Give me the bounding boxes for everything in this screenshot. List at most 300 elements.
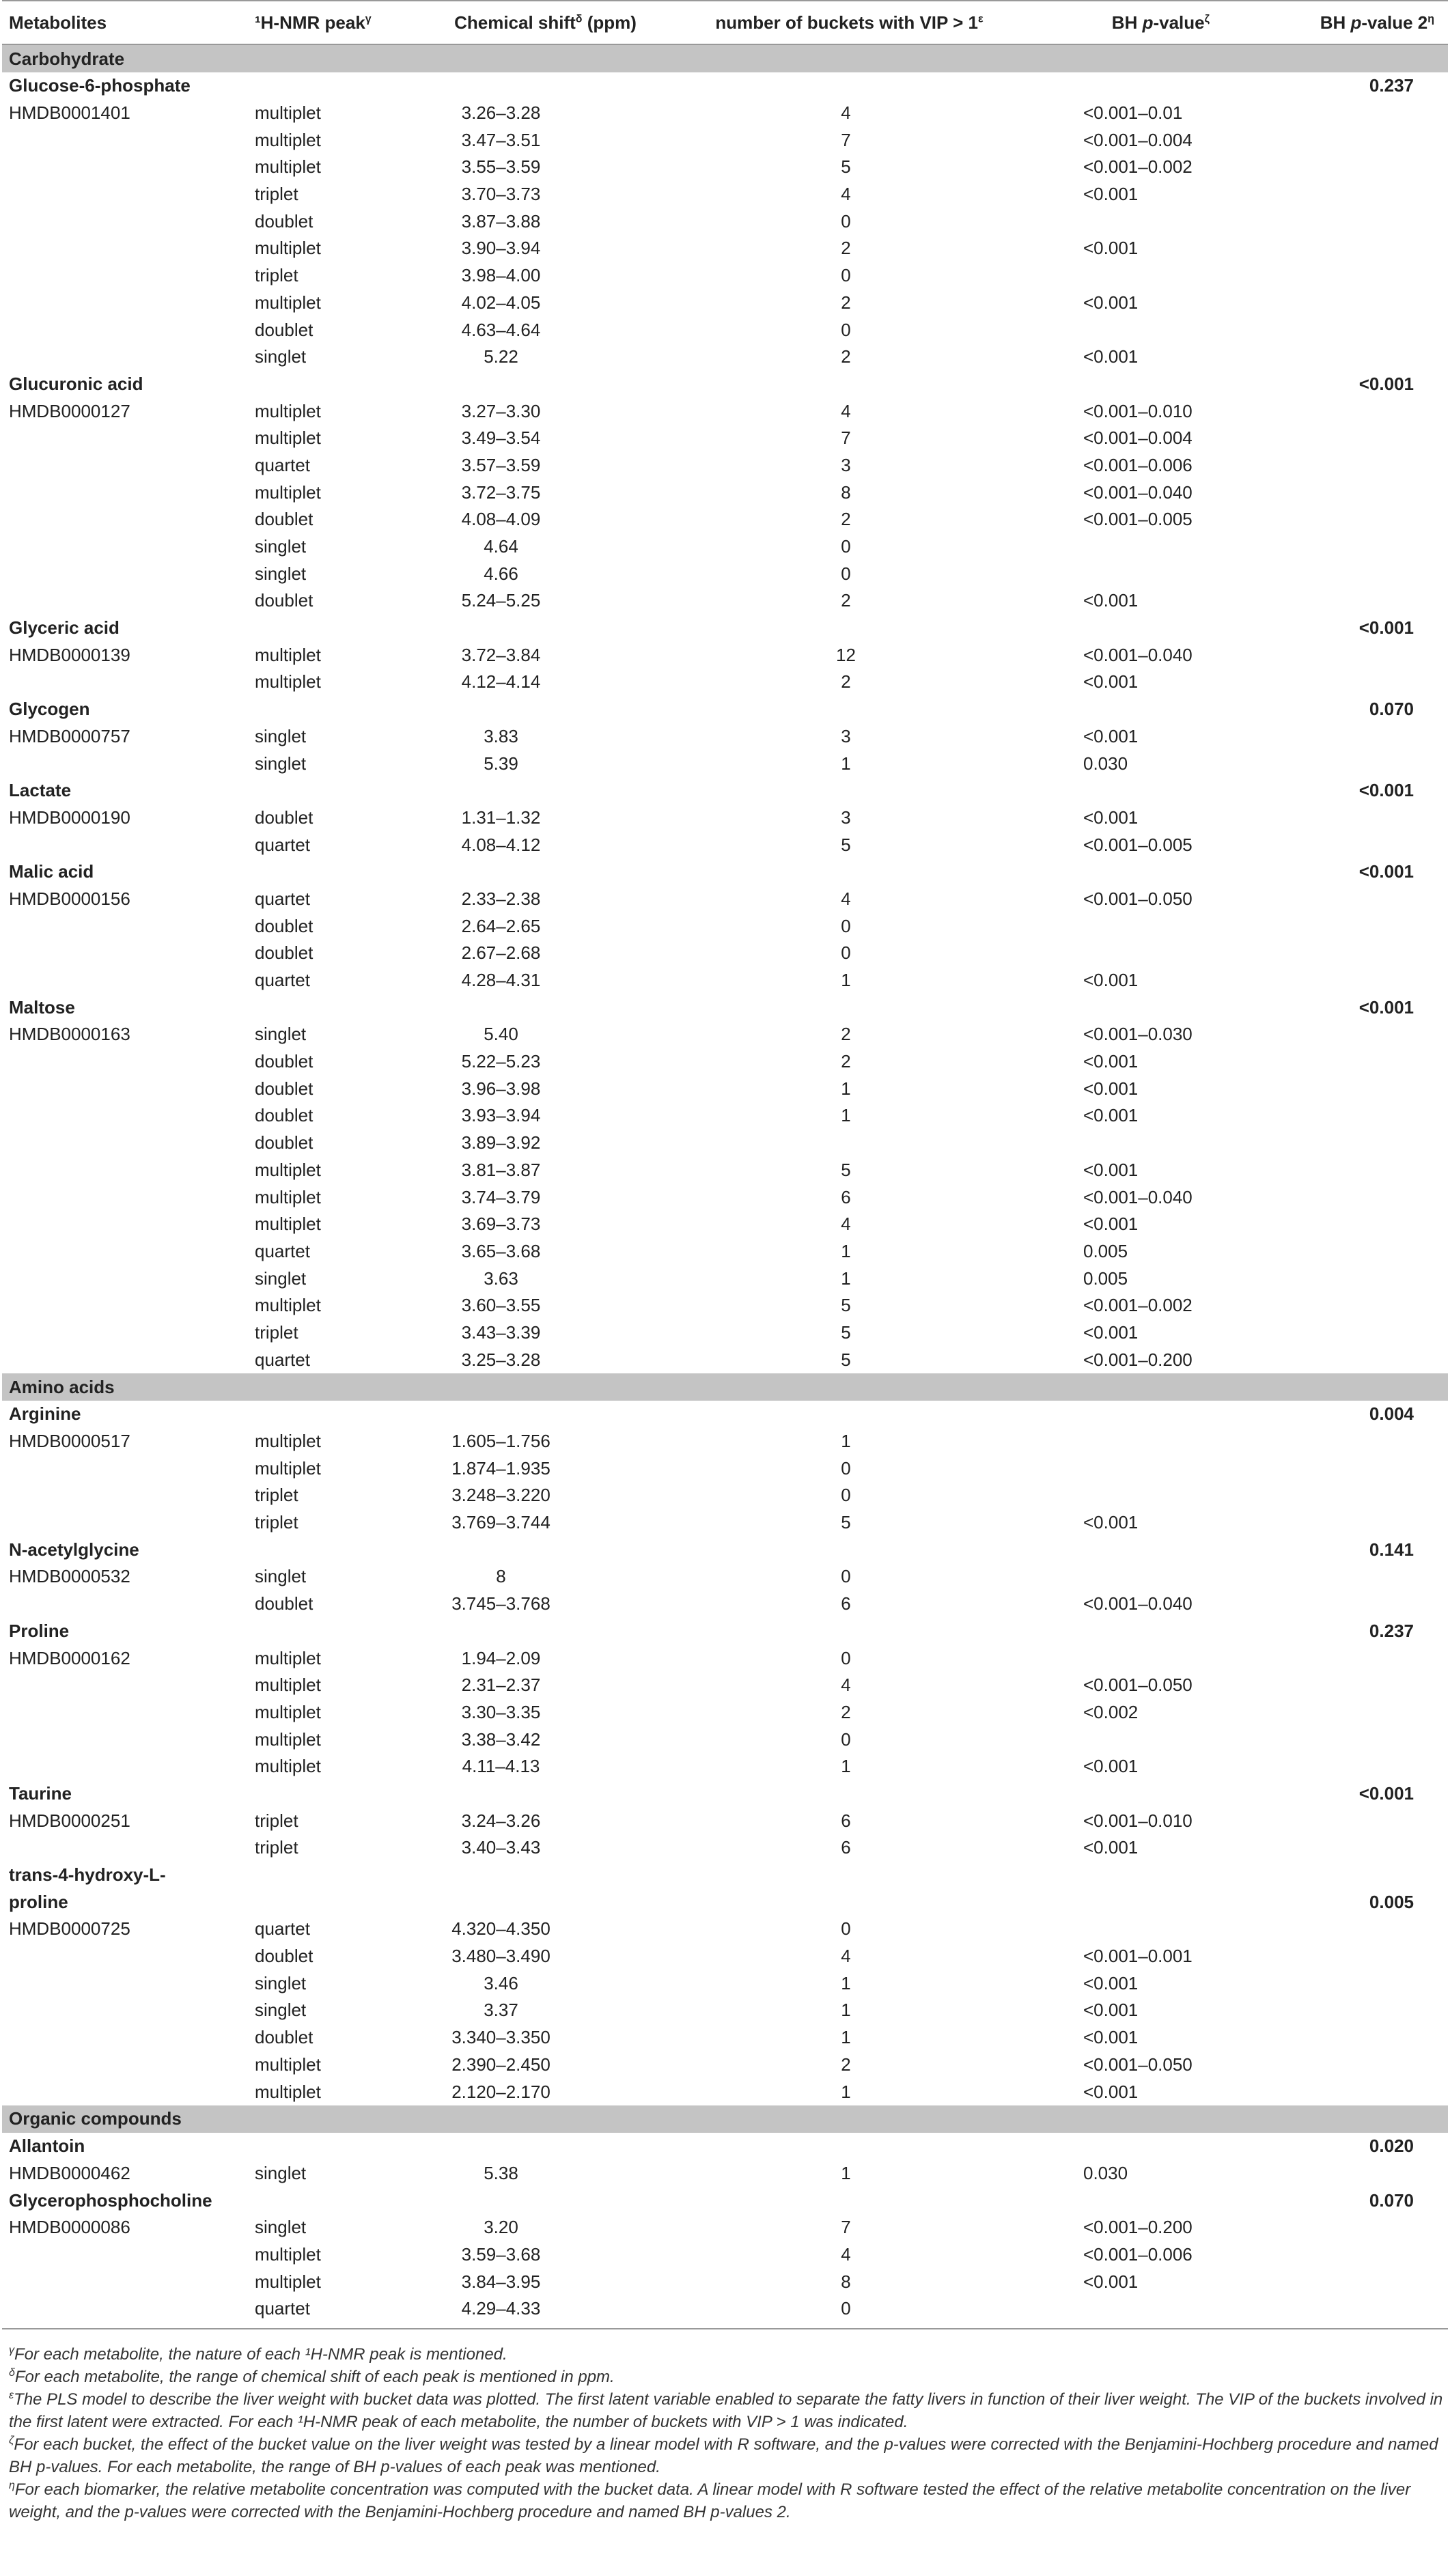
- header-metabolites: Metabolites: [2, 1, 248, 44]
- hmdb-id: HMDB0000532: [9, 1566, 130, 1587]
- chemical-shift: 3.38–3.42: [461, 1728, 541, 1750]
- nmr-peak: quartet: [255, 1918, 310, 1940]
- empty-cell: [248, 2133, 424, 2160]
- bucket-count: 2: [841, 292, 851, 313]
- peak-row: [2, 154, 1448, 181]
- bh-pvalue-2: [1268, 1862, 1448, 1889]
- nmr-peak: multiplet: [255, 481, 321, 503]
- hmdb-id: [2, 1591, 248, 1618]
- peak-row: [2, 1048, 1448, 1076]
- bucket-count: 1: [841, 1268, 851, 1289]
- empty-cell: [660, 1780, 1032, 1808]
- bh-pvalue-2: <0.001: [1358, 780, 1414, 801]
- hmdb-id: [2, 2241, 248, 2269]
- header-buckets: number of buckets with VIP > $1^\varepsilon$: [660, 1, 1032, 44]
- empty-cell: [1268, 208, 1448, 235]
- bucket-count: 2: [841, 2054, 851, 2075]
- metabolite-name-cont: proline: [9, 1891, 68, 1912]
- hmdb-id: [2, 154, 248, 181]
- bh-pvalue: <0.001: [1083, 2271, 1139, 2292]
- empty-cell: [424, 994, 660, 1021]
- hmdb-id: [2, 1997, 248, 2024]
- empty-cell: [1268, 1916, 1448, 1943]
- chemical-shift: 2.64–2.65: [461, 915, 541, 936]
- empty-cell: [1268, 2295, 1448, 2323]
- empty-cell: [660, 1888, 1032, 1916]
- bh-pvalue: <0.001: [1083, 1512, 1139, 1533]
- bh-pvalue: <0.001: [1083, 1321, 1139, 1343]
- empty-cell: [660, 858, 1032, 886]
- peak-row: [2, 452, 1448, 479]
- chemical-shift: 4.64: [484, 536, 518, 557]
- empty-cell: [1032, 696, 1268, 723]
- bucket-count: 1: [841, 1431, 851, 1452]
- empty-cell: [1268, 1184, 1448, 1211]
- footnote-marker: δ: [9, 2366, 15, 2379]
- empty-cell: [1268, 967, 1448, 994]
- hmdb-id: HMDB0000156: [9, 888, 130, 909]
- bucket-count: 6: [841, 1810, 851, 1831]
- chemical-shift: 4.28–4.31: [461, 970, 541, 991]
- hmdb-id: [2, 587, 248, 615]
- peak-row: [2, 262, 1448, 290]
- nmr-peak: multiplet: [255, 428, 321, 449]
- nmr-peak: multiplet: [255, 671, 321, 692]
- empty-cell: [248, 1780, 424, 1808]
- nmr-peak: multiplet: [255, 644, 321, 665]
- empty-cell: [1268, 1428, 1448, 1455]
- chemical-shift: 3.72–3.75: [461, 481, 541, 503]
- bucket-count: 5: [841, 1349, 851, 1370]
- empty-cell: [424, 1780, 660, 1808]
- empty-cell: [1268, 886, 1448, 913]
- hmdb-id: [2, 425, 248, 452]
- hmdb-id: HMDB0000251: [9, 1810, 130, 1831]
- chemical-shift: 1.31–1.32: [461, 807, 541, 828]
- metabolite-row-cont: [2, 1888, 1448, 1916]
- section-title: Amino acids: [2, 1373, 1448, 1401]
- peak-row: [2, 587, 1448, 615]
- empty-cell: [1268, 750, 1448, 777]
- bucket-count: 5: [841, 1159, 851, 1180]
- nmr-peak: quartet: [255, 454, 310, 475]
- bucket-count: [660, 1130, 1032, 1157]
- empty-cell: [1032, 1618, 1268, 1645]
- peak-row: [2, 750, 1448, 777]
- empty-cell: [424, 2187, 660, 2214]
- peak-row: [2, 2160, 1448, 2187]
- peak-row: [2, 1184, 1448, 1211]
- nmr-peak: singlet: [255, 2000, 307, 2021]
- bh-pvalue: <0.001–0.002: [1083, 156, 1193, 178]
- empty-cell: [424, 1618, 660, 1645]
- bh-pvalue: [1032, 1644, 1268, 1672]
- hmdb-id: [2, 831, 248, 858]
- bucket-count: 5: [841, 1512, 851, 1533]
- chemical-shift: 5.22–5.23: [461, 1051, 541, 1072]
- empty-cell: [248, 1888, 424, 1916]
- bucket-count: 8: [841, 481, 851, 503]
- nmr-peak: multiplet: [255, 1214, 321, 1235]
- chemical-shift: 3.248–3.220: [451, 1485, 550, 1506]
- footnote-marker: ε: [9, 2389, 14, 2401]
- empty-cell: [1268, 1970, 1448, 1997]
- empty-cell: [1268, 1644, 1448, 1672]
- peak-row: [2, 208, 1448, 235]
- nmr-peak: multiplet: [255, 292, 321, 313]
- empty-cell: [424, 858, 660, 886]
- empty-cell: [1268, 1509, 1448, 1537]
- peak-row: [2, 831, 1448, 858]
- bh-pvalue-2: <0.001: [1358, 996, 1414, 1018]
- empty-cell: [1268, 1834, 1448, 1862]
- bucket-count: 7: [841, 428, 851, 449]
- chemical-shift: 5.39: [484, 753, 518, 774]
- nmr-peak: multiplet: [255, 1701, 321, 1722]
- hmdb-id: [2, 316, 248, 344]
- empty-cell: [1268, 290, 1448, 317]
- empty-cell: [1268, 1130, 1448, 1157]
- nmr-peak: doublet: [255, 1078, 313, 1099]
- empty-cell: [1032, 1780, 1268, 1808]
- nmr-peak: multiplet: [255, 156, 321, 178]
- bucket-count: 1: [841, 1105, 851, 1126]
- nmr-peak: doublet: [255, 1593, 313, 1614]
- footnote-text: The PLS model to describe the liver weight with bucket data was plotted. The first latent variable enabled to separate the fatty livers in function of their liver weight. The VIP of the buckets involved in the first latent were extracted. For each ¹H-NMR peak of each metabolite, the number of buckets with VIP > 1 was indicated.: [9, 2390, 1443, 2431]
- empty-cell: [1268, 425, 1448, 452]
- footnote-text: For each bucket, the effect of the bucket value on the liver weight was tested by a linear model with R software, and the p-values were corrected with the Benjamini-Hochberg procedure and named BH p-values. For each metabolite, the range of BH p-values of each peak was mentioned.: [9, 2435, 1438, 2476]
- bh-pvalue: <0.001–0.010: [1083, 1810, 1193, 1831]
- peak-row: [2, 2052, 1448, 2079]
- bh-pvalue: <0.001–0.040: [1083, 1593, 1193, 1614]
- hmdb-id: HMDB0001401: [9, 102, 130, 124]
- header-shift-sup: δ: [575, 12, 583, 25]
- empty-cell: [1268, 2052, 1448, 2079]
- hmdb-id: [2, 1970, 248, 1997]
- empty-cell: [248, 371, 424, 398]
- metabolite-name: Arginine: [9, 1403, 81, 1425]
- peak-row: [2, 1916, 1448, 1943]
- chemical-shift: 4.08–4.09: [461, 509, 541, 530]
- empty-cell: [1268, 1482, 1448, 1509]
- empty-cell: [1032, 2133, 1268, 2160]
- header-row: [2, 1, 1448, 44]
- bh-pvalue: <0.001–0.200: [1083, 1349, 1193, 1370]
- empty-cell: [1268, 154, 1448, 181]
- metabolite-name: Malic acid: [9, 861, 94, 882]
- bucket-count: 0: [841, 915, 851, 936]
- bucket-count: 0: [841, 536, 851, 557]
- chemical-shift: 3.43–3.39: [461, 1321, 541, 1343]
- empty-cell: [660, 696, 1032, 723]
- chemical-shift: 3.745–3.768: [451, 1593, 550, 1614]
- metabolite-row: [2, 777, 1448, 804]
- bh-pvalue: <0.001: [1083, 2000, 1139, 2021]
- peak-row: [2, 1211, 1448, 1238]
- nmr-peak: triplet: [255, 1837, 298, 1858]
- bucket-count: 1: [841, 1756, 851, 1777]
- empty-cell: [424, 696, 660, 723]
- metabolite-name: Allantoin: [9, 2136, 85, 2157]
- hmdb-id: HMDB0000139: [9, 644, 130, 665]
- footnote-text: For each metabolite, the nature of each ¹H-NMR peak is mentioned.: [14, 2344, 507, 2364]
- nmr-peak: multiplet: [255, 1186, 321, 1207]
- bh-pvalue: <0.001–0.006: [1083, 454, 1193, 475]
- metabolite-row: [2, 1862, 1448, 1889]
- nmr-peak: singlet: [255, 1268, 307, 1289]
- nmr-peak: multiplet: [255, 1431, 321, 1452]
- bh-pvalue: <0.001–0.040: [1083, 644, 1193, 665]
- bh-pvalue-2: 0.141: [1369, 1539, 1414, 1560]
- empty-cell: [1268, 452, 1448, 479]
- empty-cell: [424, 615, 660, 642]
- chemical-shift: 2.31–2.37: [461, 1675, 541, 1696]
- nmr-peak: triplet: [255, 184, 298, 205]
- bucket-count: 1: [841, 1078, 851, 1099]
- empty-cell: [660, 371, 1032, 398]
- empty-cell: [424, 72, 660, 100]
- chemical-shift: 3.89–3.92: [461, 1132, 541, 1153]
- empty-cell: [660, 777, 1032, 804]
- metabolite-row: [2, 371, 1448, 398]
- nmr-peak: doublet: [255, 1051, 313, 1072]
- peak-row: [2, 533, 1448, 561]
- metabolite-name: Glucose-6-phosphate: [9, 75, 191, 96]
- bh-pvalue: [1032, 940, 1268, 967]
- bh-pvalue: <0.001: [1083, 184, 1139, 205]
- bucket-count: 6: [841, 1837, 851, 1858]
- peak-row: [2, 1292, 1448, 1319]
- nmr-peak: singlet: [255, 536, 307, 557]
- bh-pvalue: [1032, 316, 1268, 344]
- empty-cell: [1268, 2268, 1448, 2295]
- hmdb-id: [2, 2268, 248, 2295]
- section-row: [2, 2105, 1448, 2133]
- bh-pvalue: [1032, 262, 1268, 290]
- empty-cell: [1032, 1401, 1268, 1428]
- bh-pvalue: 0.005: [1083, 1268, 1128, 1289]
- hmdb-id: HMDB0000725: [9, 1918, 130, 1940]
- peak-row: [2, 100, 1448, 127]
- empty-cell: [1268, 344, 1448, 371]
- metabolite-name: Glycerophosphocholine: [9, 2189, 212, 2211]
- nmr-peak: multiplet: [255, 1728, 321, 1750]
- metabolite-name: N-acetylglycine: [9, 1539, 139, 1560]
- bucket-count: 1: [841, 1972, 851, 1993]
- hmdb-id: [2, 1075, 248, 1102]
- chemical-shift: 3.55–3.59: [461, 156, 541, 178]
- empty-cell: [1268, 1048, 1448, 1076]
- bh-pvalue-2: 0.004: [1369, 1403, 1414, 1425]
- bh-pvalue: [1032, 1455, 1268, 1482]
- chemical-shift: 5.22: [484, 346, 518, 367]
- metabolite-name: trans-4-hydroxy-L-: [9, 1864, 166, 1886]
- hmdb-id: [2, 1346, 248, 1373]
- empty-cell: [1268, 1102, 1448, 1130]
- empty-cell: [424, 1401, 660, 1428]
- empty-cell: [1032, 371, 1268, 398]
- hmdb-id: [2, 2052, 248, 2079]
- bucket-count: 1: [841, 2081, 851, 2102]
- peak-row: [2, 2295, 1448, 2323]
- bucket-count: 4: [841, 1214, 851, 1235]
- empty-cell: [1268, 1455, 1448, 1482]
- empty-cell: [1268, 1563, 1448, 1591]
- footnote-text: For each metabolite, the range of chemical shift of each peak is mentioned in ppm.: [14, 2367, 615, 2386]
- chemical-shift: 3.70–3.73: [461, 184, 541, 205]
- chemical-shift: 4.320–4.350: [451, 1918, 550, 1940]
- nmr-peak: multiplet: [255, 1647, 321, 1668]
- chemical-shift: 4.66: [484, 563, 518, 584]
- peak-row: [2, 2214, 1448, 2241]
- empty-cell: [248, 994, 424, 1021]
- nmr-peak: quartet: [255, 2298, 310, 2319]
- metabolite-row: [2, 994, 1448, 1021]
- section-row: [2, 1373, 1448, 1401]
- bh-pvalue: 0.005: [1083, 1240, 1128, 1261]
- footnote-text: For each biomarker, the relative metabolite concentration was computed with the bucket data. A linear model with R software tested the effect of the relative metabolite concentration on the liver weight, and the p-values were corrected with the Benjamini-Hochberg procedure and named BH p-values 2.: [9, 2480, 1411, 2521]
- empty-cell: [1268, 506, 1448, 533]
- chemical-shift: 5.24–5.25: [461, 590, 541, 611]
- section-row: [2, 44, 1448, 72]
- nmr-peak: doublet: [255, 1132, 313, 1153]
- hmdb-id: [2, 1265, 248, 1292]
- empty-cell: [248, 696, 424, 723]
- nmr-peak: doublet: [255, 2027, 313, 2048]
- bh-pvalue: <0.001–0.050: [1083, 1675, 1193, 1696]
- empty-cell: [1268, 1292, 1448, 1319]
- metabolite-row: [2, 72, 1448, 100]
- metabolite-row: [2, 1401, 1448, 1428]
- empty-cell: [248, 858, 424, 886]
- hmdb-id: [2, 344, 248, 371]
- hmdb-id: HMDB0000462: [9, 2162, 130, 2183]
- empty-cell: [424, 2133, 660, 2160]
- header-bh-pvalue: BH p-value$^\zeta$: [1032, 1, 1268, 44]
- bh-pvalue: [1032, 2295, 1268, 2323]
- bucket-count: 0: [841, 1918, 851, 1940]
- chemical-shift: 4.63–4.64: [461, 319, 541, 340]
- nmr-peak: singlet: [255, 725, 307, 746]
- chemical-shift: 3.27–3.30: [461, 400, 541, 421]
- bucket-count: 0: [841, 1457, 851, 1479]
- bh-pvalue: <0.001–0.005: [1083, 509, 1193, 530]
- hmdb-id: [2, 1102, 248, 1130]
- metabolite-row: [2, 2133, 1448, 2160]
- peak-row: [2, 479, 1448, 506]
- bucket-count: 5: [841, 834, 851, 855]
- hmdb-id: [2, 1048, 248, 1076]
- hmdb-id: [2, 2295, 248, 2323]
- bh-pvalue-2: 0.020: [1369, 2136, 1414, 2157]
- bh-pvalue: 0.030: [1083, 2162, 1128, 2183]
- empty-cell: [1268, 262, 1448, 290]
- empty-cell: [660, 72, 1032, 100]
- bh-pvalue: <0.001–0.030: [1083, 1024, 1193, 1045]
- bh-pvalue: <0.001–0.001: [1083, 1946, 1193, 1967]
- chemical-shift: 2.67–2.68: [461, 942, 541, 964]
- empty-cell: [1268, 1807, 1448, 1834]
- peak-row: [2, 397, 1448, 425]
- chemical-shift: 3.87–3.88: [461, 210, 541, 232]
- metabolite-row: [2, 1780, 1448, 1808]
- header-bh-pvalue-2: BH p-value $2^\eta$: [1268, 1, 1448, 44]
- section-title: Carbohydrate: [2, 44, 1448, 72]
- chemical-shift: 3.65–3.68: [461, 1240, 541, 1261]
- bucket-count: 2: [841, 509, 851, 530]
- nmr-peak: singlet: [255, 753, 307, 774]
- nmr-peak: singlet: [255, 1566, 307, 1587]
- empty-cell: [1268, 2160, 1448, 2187]
- bh-pvalue-2: 0.005: [1369, 1891, 1414, 1912]
- chemical-shift: 1.605–1.756: [451, 1431, 550, 1452]
- chemical-shift: 4.02–4.05: [461, 292, 541, 313]
- bucket-count: 0: [841, 210, 851, 232]
- metabolite-table: [2, 0, 1448, 2323]
- hmdb-id: [2, 208, 248, 235]
- nmr-peak: multiplet: [255, 1756, 321, 1777]
- hmdb-id: HMDB0000757: [9, 725, 130, 746]
- bucket-count: 0: [841, 319, 851, 340]
- empty-cell: [424, 1536, 660, 1563]
- bucket-count: 1: [841, 970, 851, 991]
- nmr-peak: doublet: [255, 319, 313, 340]
- nmr-peak: multiplet: [255, 400, 321, 421]
- nmr-peak: multiplet: [255, 238, 321, 259]
- bh-pvalue-2: 0.070: [1369, 2189, 1414, 2211]
- peak-row: [2, 2024, 1448, 2052]
- bucket-count: 3: [841, 725, 851, 746]
- nmr-peak: singlet: [255, 563, 307, 584]
- hmdb-id: HMDB0000517: [9, 1431, 130, 1452]
- peak-row: [2, 1834, 1448, 1862]
- empty-cell: [1268, 1346, 1448, 1373]
- bucket-count: 5: [841, 1295, 851, 1316]
- bh-pvalue-2: <0.001: [1358, 617, 1414, 639]
- bucket-count: 4: [841, 1946, 851, 1967]
- chemical-shift: 2.33–2.38: [461, 888, 541, 909]
- nmr-peak: singlet: [255, 2217, 307, 2238]
- bh-pvalue-2: <0.001: [1358, 1782, 1414, 1804]
- empty-cell: [248, 72, 424, 100]
- hmdb-id: [2, 506, 248, 533]
- bh-pvalue: [1032, 1726, 1268, 1753]
- bh-pvalue: <0.001–0.050: [1083, 888, 1193, 909]
- empty-cell: [248, 1401, 424, 1428]
- chemical-shift: 2.390–2.450: [451, 2054, 550, 2075]
- bh-pvalue: <0.001: [1083, 1051, 1139, 1072]
- bh-pvalue: <0.001–0.004: [1083, 129, 1193, 150]
- metabolite-name: Glyceric acid: [9, 617, 120, 639]
- bh-pvalue: <0.001–0.040: [1083, 1186, 1193, 1207]
- empty-cell: [1268, 479, 1448, 506]
- footnote: [2, 2478, 1448, 2523]
- chemical-shift: 3.30–3.35: [461, 1701, 541, 1722]
- nmr-peak: triplet: [255, 1810, 298, 1831]
- empty-cell: [1268, 940, 1448, 967]
- hmdb-id: [2, 479, 248, 506]
- bh-pvalue: [1032, 1482, 1268, 1509]
- hmdb-id: [2, 1157, 248, 1184]
- hmdb-id: HMDB0000190: [9, 807, 130, 828]
- nmr-peak: quartet: [255, 1240, 310, 1261]
- chemical-shift: 4.29–4.33: [461, 2298, 541, 2319]
- hmdb-id: [2, 669, 248, 696]
- hmdb-id: [2, 126, 248, 154]
- peak-row: [2, 723, 1448, 751]
- metabolite-name: Proline: [9, 1620, 70, 1641]
- bh-pvalue: <0.001: [1083, 1837, 1139, 1858]
